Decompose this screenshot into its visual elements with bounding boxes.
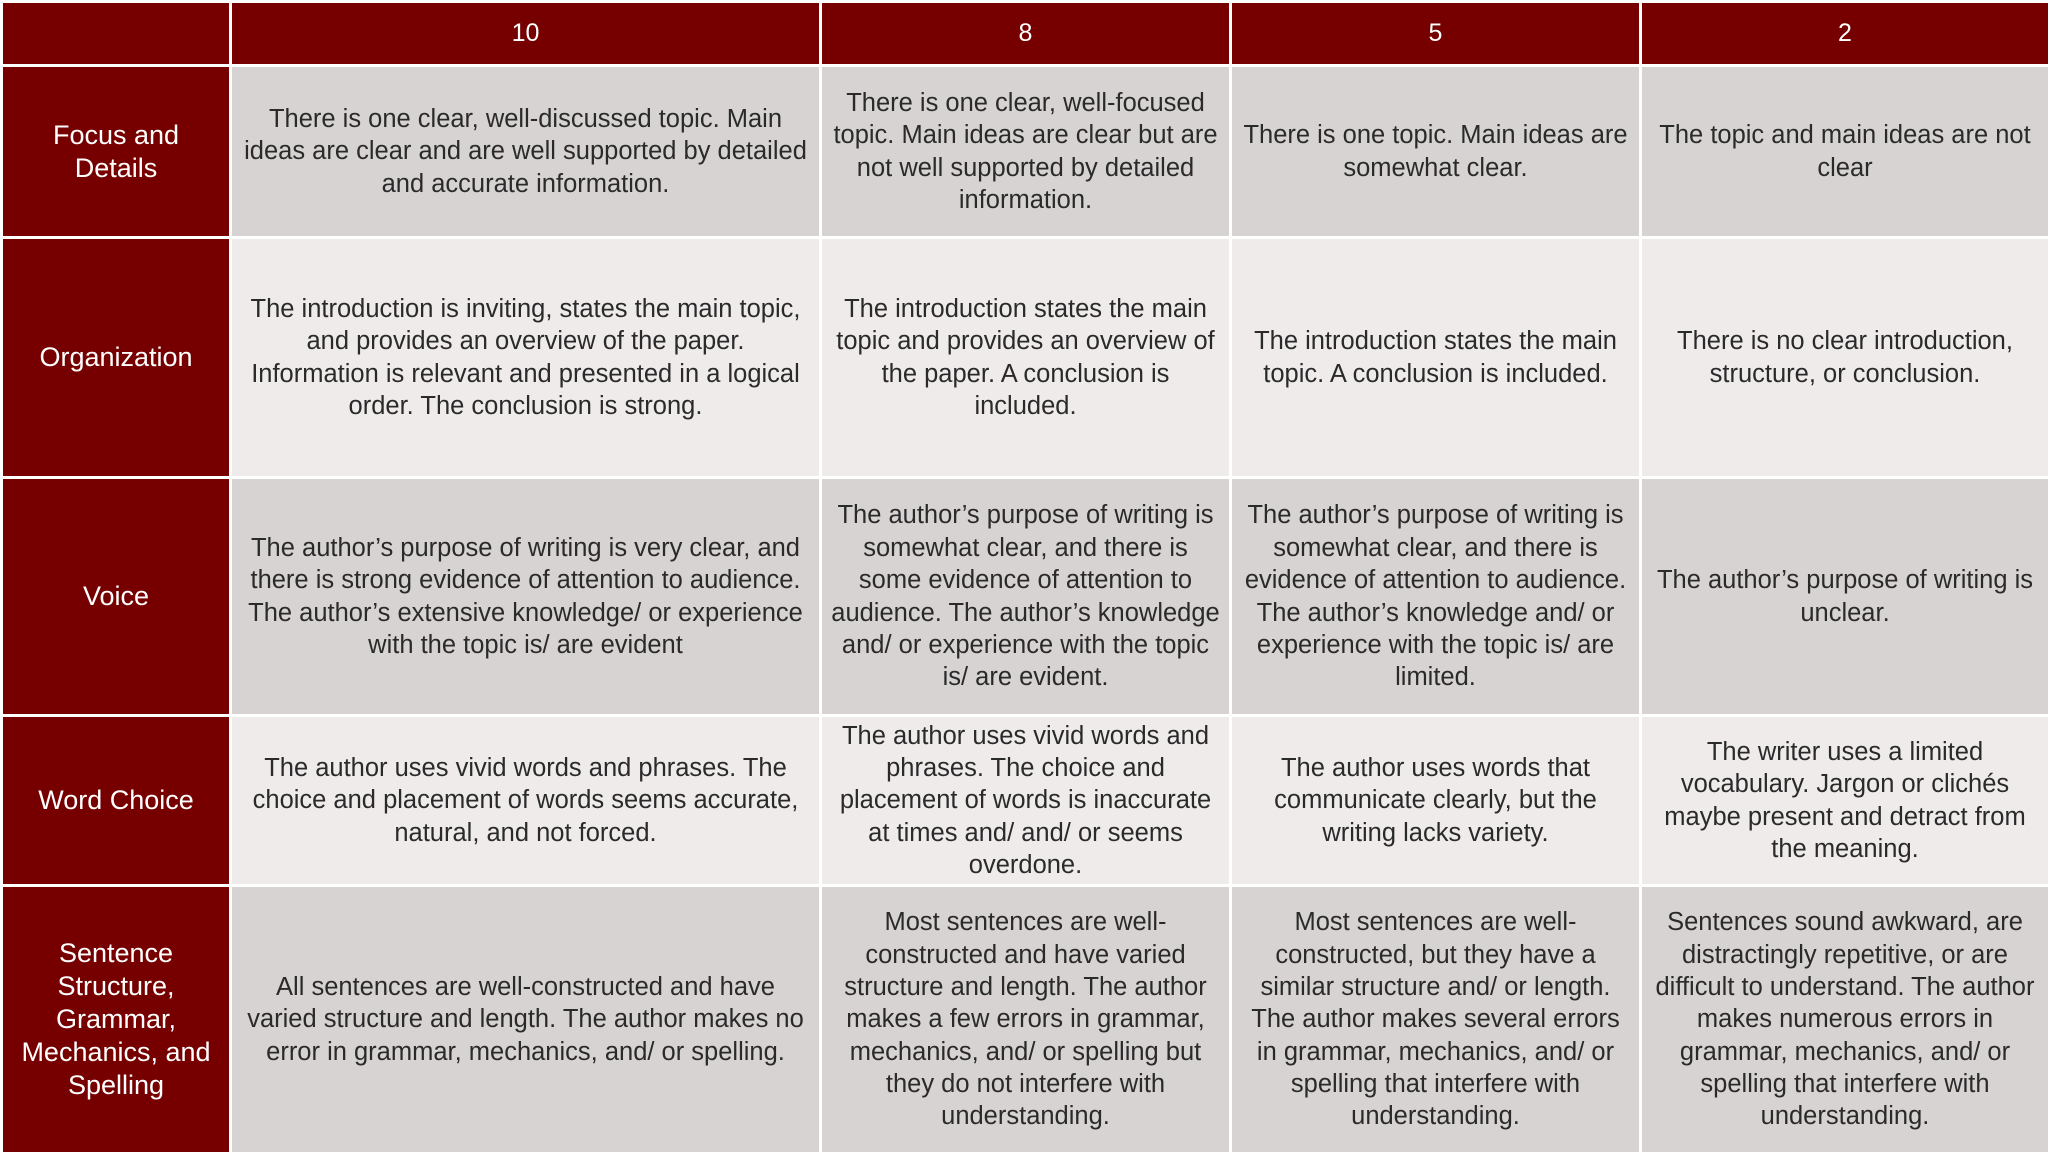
header-score-5: 5: [1231, 2, 1641, 66]
criterion-cell: Sentences sound awkward, are distractingly repetitive, or are difficult to understand. The author makes numerous errors in grammar, mechanics, and/ or spelling that interfere with understanding.: [1641, 886, 2048, 1154]
header-score-10: 10: [231, 2, 821, 66]
criterion-cell: The writer uses a limited vocabulary. Jargon or clichés maybe present and detract from the meaning.: [1641, 716, 2048, 886]
rubric-row-sentence-structure: [2, 886, 2048, 1154]
criterion-cell: Most sentences are well-constructed, but they have a similar structure and/ or length. The author makes several errors in grammar, mechanics, and/ or spelling that interfere with understanding.: [1231, 886, 1641, 1154]
criterion-cell: The author’s purpose of writing is unclear.: [1641, 478, 2048, 716]
criterion-cell: Most sentences are well-constructed and have varied structure and length. The author makes a few errors in grammar, mechanics, and/ or spelling but they do not interfere with understanding.: [821, 886, 1231, 1154]
rubric-row-word-choice: [2, 716, 2048, 886]
criterion-label: Voice: [2, 478, 231, 716]
criterion-label: Focus and Details: [2, 66, 231, 238]
criterion-cell: The author uses vivid words and phrases. The choice and placement of words seems accurate, natural, and not forced.: [231, 716, 821, 886]
criterion-cell: All sentences are well-constructed and have varied structure and length. The author makes no error in grammar, mechanics, and/ or spelling.: [231, 886, 821, 1154]
criterion-label: Organization: [2, 238, 231, 478]
rubric-row-focus-and-details: [2, 66, 2048, 238]
header-score-2: 2: [1641, 2, 2048, 66]
rubric-row-voice: [2, 478, 2048, 716]
header-row: [2, 2, 2048, 66]
criterion-cell: There is one clear, well-discussed topic. Main ideas are clear and are well supported by detailed and accurate information.: [231, 66, 821, 238]
rubric-row-organization: [2, 238, 2048, 478]
criterion-cell: The author’s purpose of writing is somewhat clear, and there is evidence of attention to audience. The author’s knowledge and/ or experience with the topic is/ are limited.: [1231, 478, 1641, 716]
criterion-cell: The author uses words that communicate clearly, but the writing lacks variety.: [1231, 716, 1641, 886]
criterion-cell: The author’s purpose of writing is very clear, and there is strong evidence of attention to audience. The author’s extensive knowledge/ or experience with the topic is/ are evident: [231, 478, 821, 716]
criterion-cell: There is one clear, well-focused topic. Main ideas are clear but are not well supported by detailed information.: [821, 66, 1231, 238]
header-score-8: 8: [821, 2, 1231, 66]
criterion-cell: The author’s purpose of writing is somewhat clear, and there is some evidence of attention to audience. The author’s knowledge and/ or experience with the topic is/ are evident.: [821, 478, 1231, 716]
criterion-label: Sentence Structure, Grammar, Mechanics, and Spelling: [2, 886, 231, 1154]
criterion-cell: The introduction states the main topic. A conclusion is included.: [1231, 238, 1641, 478]
criterion-cell: The introduction is inviting, states the main topic, and provides an overview of the paper. Information is relevant and presented in a logical order. The conclusion is strong.: [231, 238, 821, 478]
criterion-cell: The author uses vivid words and phrases. The choice and placement of words is inaccurate at times and/ and/ or seems overdone.: [821, 716, 1231, 886]
criterion-cell: There is one topic. Main ideas are somewhat clear.: [1231, 66, 1641, 238]
criterion-cell: The introduction states the main topic and provides an overview of the paper. A conclusion is included.: [821, 238, 1231, 478]
criterion-cell: There is no clear introduction, structure, or conclusion.: [1641, 238, 2048, 478]
criterion-label: Word Choice: [2, 716, 231, 886]
criterion-cell: The topic and main ideas are not clear: [1641, 66, 2048, 238]
header-corner-cell: [2, 2, 231, 66]
